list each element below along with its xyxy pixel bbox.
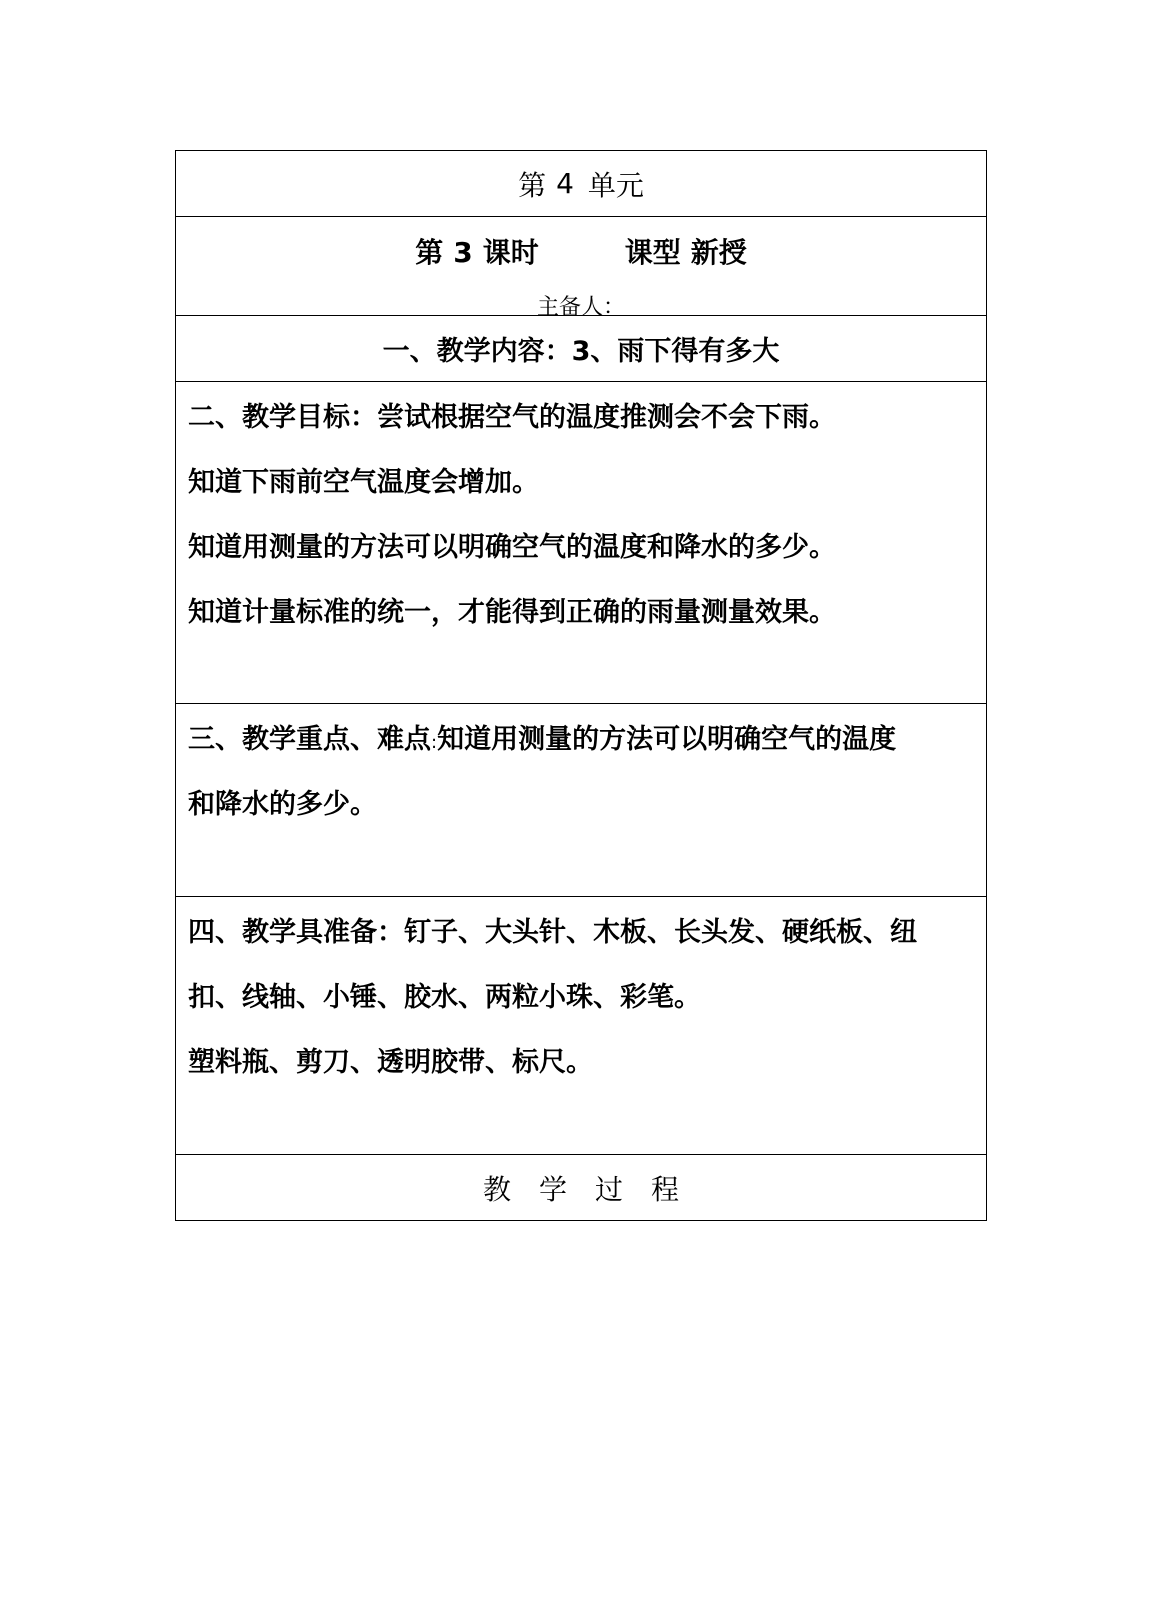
goal-line: 知道计量标准的统一，才能得到正确的雨量测量效果。 bbox=[188, 597, 836, 628]
lesson-type-value: 新授 bbox=[690, 236, 747, 269]
teaching-process-title: 教学过程 bbox=[482, 1172, 707, 1206]
lesson-row bbox=[176, 217, 986, 320]
period-prefix: 第 bbox=[415, 236, 444, 269]
preparer-label: 主备人： bbox=[536, 295, 625, 320]
period-suffix: 课时 bbox=[482, 236, 539, 269]
unit-row bbox=[176, 151, 986, 217]
key-points-label: 三、教学重点、难点 bbox=[188, 724, 431, 755]
materials-line: 扣、线轴、小锤、胶水、两粒小珠、彩笔。 bbox=[188, 982, 701, 1013]
teaching-content-text: 一、教学内容：3、雨下得有多大 bbox=[382, 336, 780, 367]
key-points-text: 知道用测量的方法可以明确空气的温度 bbox=[437, 724, 897, 755]
teaching-goals-row bbox=[176, 382, 986, 704]
goal-line: 知道用测量的方法可以明确空气的温度和降水的多少。 bbox=[188, 532, 836, 563]
unit-prefix: 第 bbox=[518, 168, 547, 202]
key-points-line-1 bbox=[188, 722, 986, 787]
lesson-info-line bbox=[176, 231, 986, 271]
key-points-line-2: 和降水的多少。 bbox=[188, 789, 377, 820]
unit-suffix: 单元 bbox=[587, 168, 644, 202]
lesson-plan-table bbox=[175, 150, 987, 1221]
key-points-row bbox=[176, 704, 986, 897]
period-number: 3 bbox=[453, 236, 473, 269]
lesson-type-label: 课型 bbox=[624, 236, 681, 269]
key-points-colon: : bbox=[431, 732, 438, 753]
goal-line: 二、教学目标：尝试根据空气的温度推测会不会下雨。 bbox=[188, 402, 836, 433]
unit-number: 4 bbox=[556, 167, 574, 200]
teaching-content-row bbox=[176, 316, 986, 382]
teaching-process-row bbox=[176, 1155, 986, 1220]
materials-row bbox=[176, 897, 986, 1155]
goal-line: 知道下雨前空气温度会增加。 bbox=[188, 467, 539, 498]
materials-line: 塑料瓶、剪刀、透明胶带、标尺。 bbox=[188, 1047, 593, 1078]
materials-line: 四、教学具准备：钉子、大头针、木板、长头发、硬纸板、纽 bbox=[188, 917, 917, 948]
